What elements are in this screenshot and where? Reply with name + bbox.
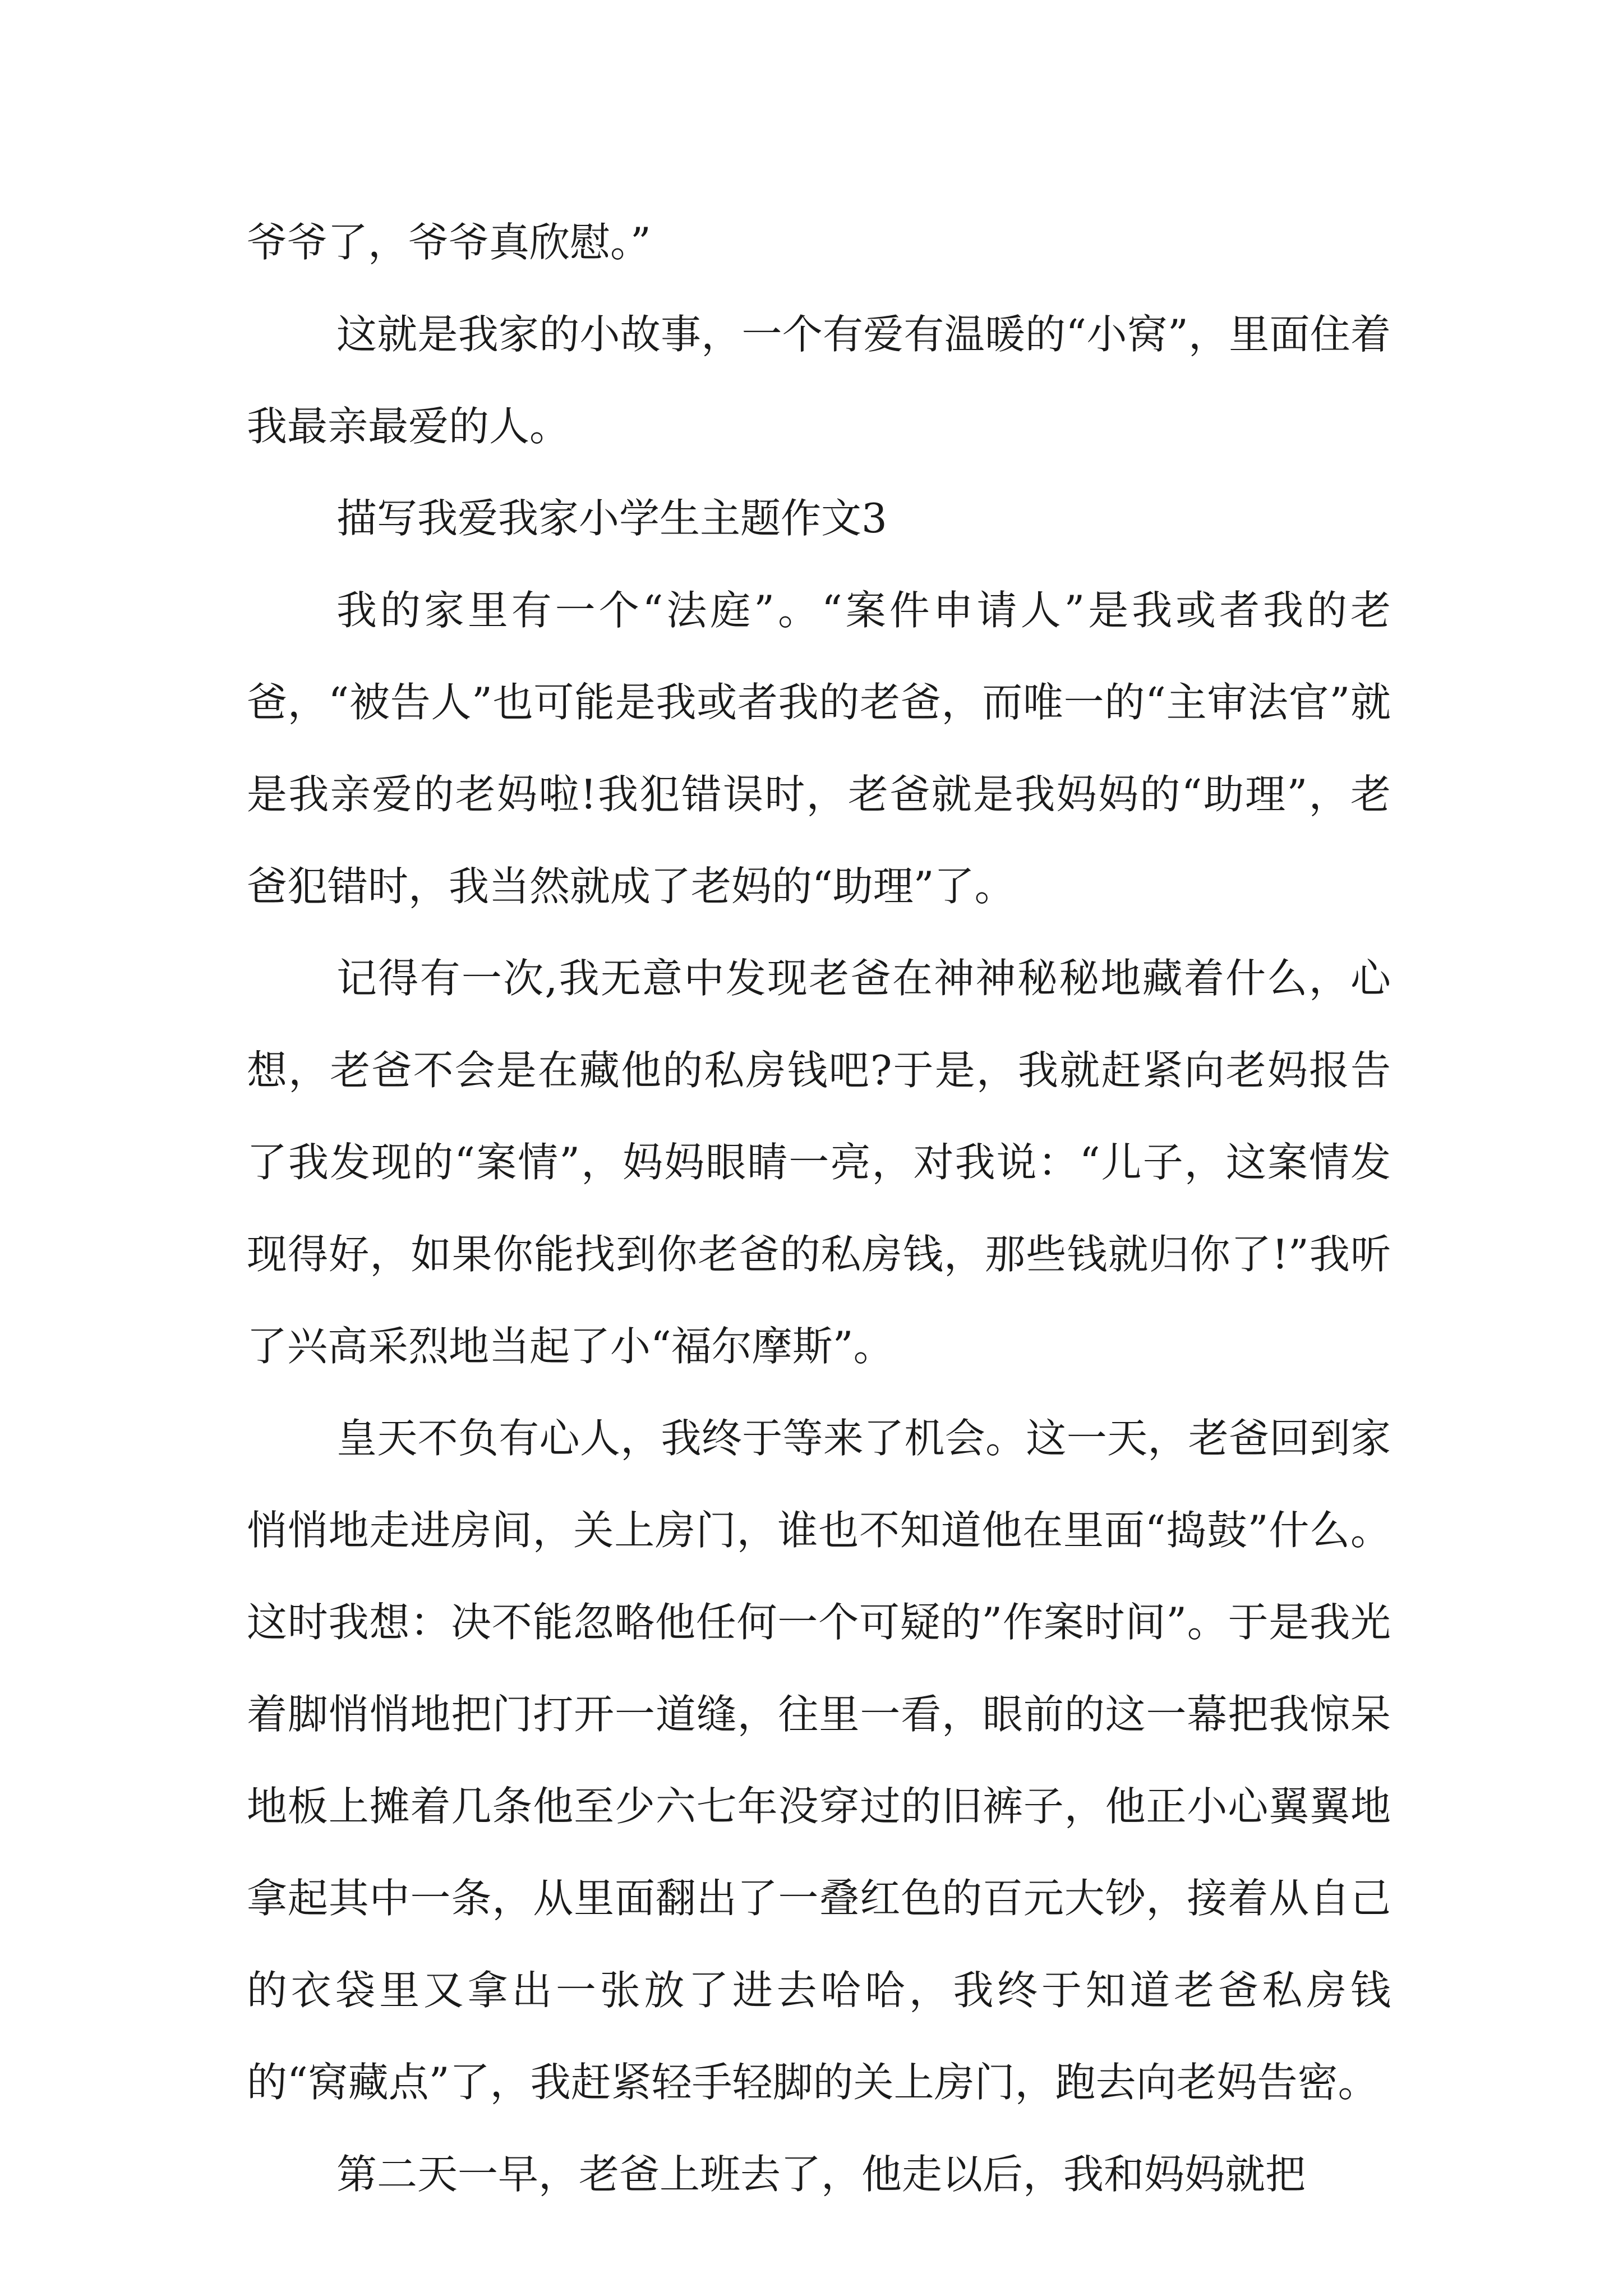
paragraph: 爷爷了，爷爷真欣慰。” xyxy=(247,219,651,266)
paragraph: 第二天一早，老爸上班去了，他走以后，我和妈妈就把 xyxy=(336,2151,1306,2198)
paragraph: 皇天不负有心人，我终于等来了机会。这一天，老爸回到家悄悄地走进房间，关上房门，谁也不知道他在里面“捣鼓”什么。这时我想：决不能忽略他任何一个可疑的”作案时间”。于是我光着脚悄悄地把门打开一道缝，往里一看，眼前的这一幕把我惊呆地板上摊着几条他至少六七年没穿过的旧裤子，他正小心翼翼地拿起其中一条，从里面翻出了一叠红色的百元大钞，接着从自己的衣袋里又拿出一张放了进去哈哈，我终于知道老爸私房钱的“窝藏点”了，我赶紧轻手轻脚的关上房门，跑去向老妈告密。 xyxy=(247,1415,1391,2106)
paragraph: 这就是我家的小故事，一个有爱有温暖的“小窝”，里面住着我最亲最爱的人。 xyxy=(247,311,1391,450)
paragraph: 记得有一次,我无意中发现老爸在神神秘秘地藏着什么，心想，老爸不会是在藏他的私房钱吧?于是，我就赶紧向老妈报告了我发现的“案情”，妈妈眼睛一亮，对我说：“儿子，这案情发现得好，如果你能找到你老爸的私房钱，那些钱就归你了!”我听了兴高采烈地当起了小“福尔摩斯”。 xyxy=(247,955,1391,1370)
paragraph: 我的家里有一个“法庭”。“案件申请人”是我或者我的老爸，“被告人”也可能是我或者我的老爸，而唯一的“主审法官”就是我亲爱的老妈啦!我犯错误时，老爸就是我妈妈的“助理”，老爸犯错时，我当然就成了老妈的“助理”了。 xyxy=(247,587,1391,910)
document-body xyxy=(247,196,1391,2220)
section-heading: 描写我爱我家小学生主题作文3 xyxy=(336,495,887,542)
